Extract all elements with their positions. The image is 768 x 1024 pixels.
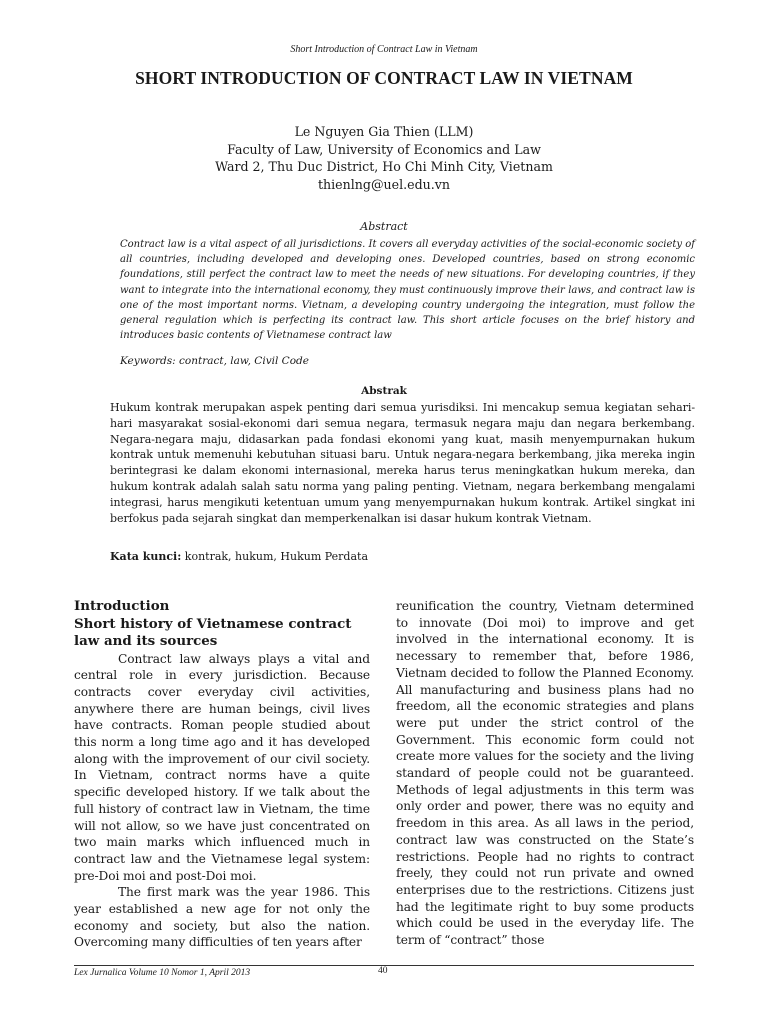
author-address: Ward 2, Thu Duc District, Ho Chi Minh City, Vietnam	[215, 159, 553, 174]
abstract-text: Contract law is a vital aspect of all jurisdictions. It covers all everyday activities of the social-economic society of all countries, including developed and developing ones. Developed countries, based on strong economic foundations, still perfect the contract law to meet the needs of new situations. For developing countries, if they want to integrate into the international economy, they must continuously improve their laws, and contract law is one of the most important norms. Vietnam, a developing country undergoing the integration, must follow the general regulation which is perfecting its contract law. This short article focuses on the brief history and introduces basic contents of Vietnamese contract law	[120, 239, 695, 342]
paper-title: SHORT INTRODUCTION OF CONTRACT LAW IN VIETNAM	[135, 68, 633, 88]
author-name: Le Nguyen Gia Thien (LLM)	[294, 124, 474, 139]
body-paragraph: The first mark was the year 1986. This year established a new age for not only the economy and society, but also the nation. Overcoming many difficulties of ten years after	[74, 885, 370, 950]
author-affiliation: Faculty of Law, University of Economics and Law	[227, 141, 541, 157]
keywords: Keywords: contract, law, Civil Code	[120, 355, 309, 367]
abstrak-text: Hukum kontrak merupakan aspek penting dari semua yurisdiksi. Ini mencakup semua kegiatan sehari-hari masyarakat sosial-ekonomi dari semua negara, termasuk negara maju dan negara berkembang. Negara-negara maju, didasarkan pada fondasi ekonomi yang kuat, masih menyempurnakan hukum kontrak untuk memenuhi kebutuhan situasi baru. Untuk negara-negara berkembang, jika mereka ingin berintegrasi ke dalam ekonomi internasional, mereka harus terus meningkatkan hukum mereka, dan hukum kontrak adalah salah satu norma yang paling penting. Vietnam, negara berkembang mengalami integrasi, harus mengikuti ketentuan umum yang menyempurnakan hukum kontrak. Artikel singkat ini berfokus pada sejarah singkat dan memperkenalkan isi dasar hukum kontrak Vietnam.	[110, 401, 695, 525]
kata-kunci	[110, 550, 368, 563]
journal-citation: Lex Jurnalica Volume 10 Nomor 1, April 2013	[74, 968, 251, 978]
kata-kunci-label: Kata kunci:	[110, 550, 182, 563]
right-column	[396, 598, 694, 949]
author-email: thienlng@uel.edu.vn	[317, 176, 450, 192]
abstrak-heading: Abstrak	[361, 385, 407, 397]
running-head: Short Introduction of Contract Law in Vietnam	[290, 44, 478, 55]
body-paragraph: reunification the country, Vietnam determined to innovate (Doi moi) to improve and get involved in the international economy. It is necessary to remember that, before 1986, Vietnam decided to follow the Planned Economy. All manufacturing and business plans had no freedom, all the economic strategies and plans were put under the strict control of the Government. This economic form could not create more values for the society and the living standard of people could not be guaranteed. Methods of legal adjustments in this term was only order and power, there was no equity and freedom in this area. As all laws in the period, contract law was constructed on the State’s restrictions. People had no rights to contract freely, they could not run private and owned enterprises due to the restrictions. Citizens just had the legitimate right to buy some products which could be used in the everyday life. The term of “contract” those	[396, 599, 694, 948]
author-block	[0, 123, 768, 193]
section-heading-introduction: Introduction	[74, 598, 170, 614]
body-paragraph: Contract law always plays a vital and central role in every jurisdiction. Because contracts cover everyday civil activities, anywhere there are human beings, civil lives have contracts. Roman people studied about this norm a long time ago and it has developed along with the improvement of our civil society. In Vietnam, contract norms have a quite specific developed history. If we talk about the full history of contract law in Vietnam, the time will not allow, so we have just concentrated on two main marks which influenced much in contract law and the Vietnamese legal system: pre-Doi moi and post-Doi moi.	[74, 651, 370, 883]
kata-kunci-values: kontrak, hukum, Hukum Perdata	[181, 550, 368, 563]
page-number: 40	[378, 966, 388, 976]
section-heading-history: Short history of Vietnamese contract law and its sources	[74, 615, 352, 649]
abstract-heading: Abstract	[360, 220, 408, 233]
left-column	[74, 598, 370, 951]
